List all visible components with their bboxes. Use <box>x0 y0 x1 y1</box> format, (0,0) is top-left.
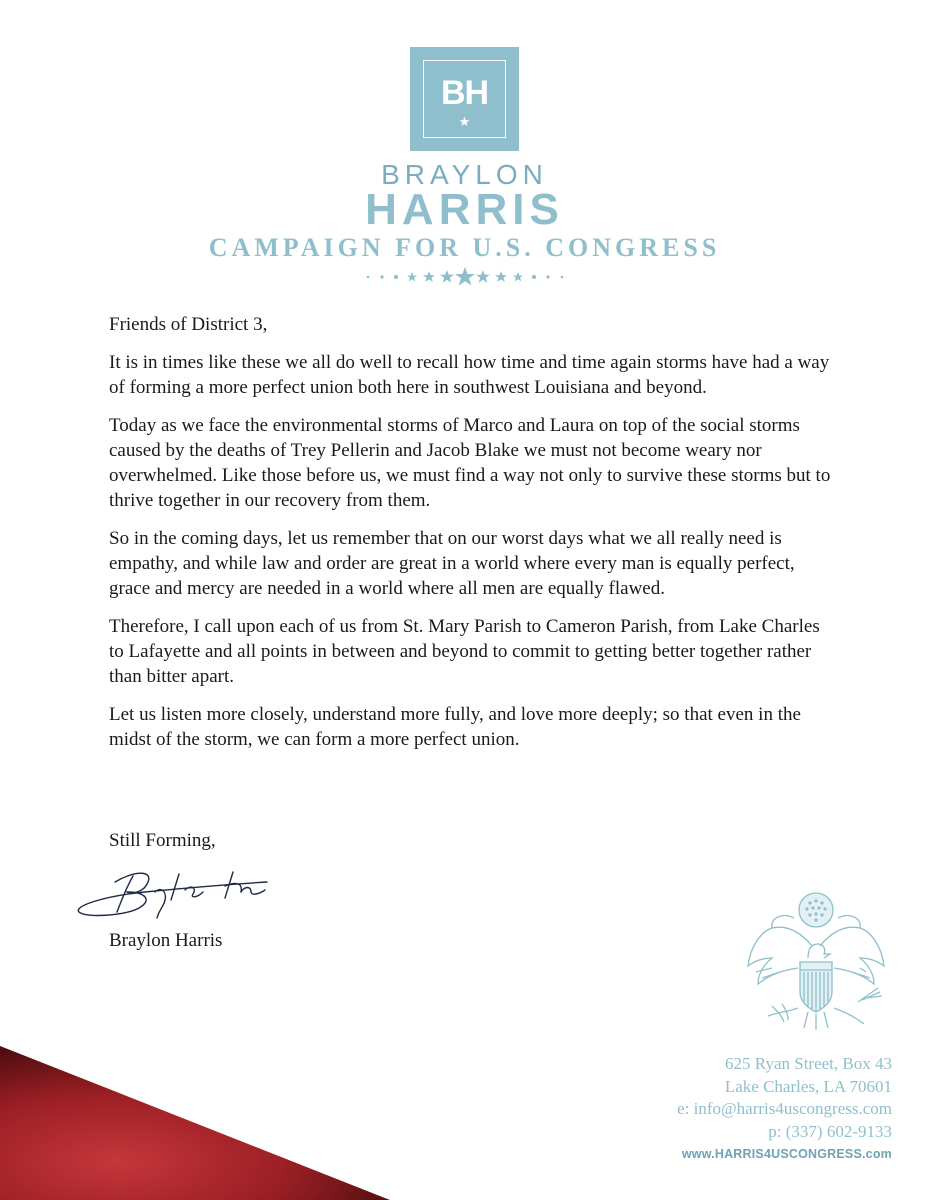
address-line-1: 625 Ryan Street, Box 43 <box>725 1054 892 1073</box>
candidate-first-name: BRAYLON <box>381 159 548 190</box>
candidate-last-name: HARRIS <box>365 185 564 234</box>
paragraph-2: Today as we face the environmental storms of Marco and Laura on top of the social storms caused by the deaths of Trey Pellerin and Jacob Blake we must not become weary nor overwhelmed. Like those before us, we must find a way not only to survive these storms but to thrive together in our recovery from them. <box>109 415 831 511</box>
logo <box>410 47 519 151</box>
corner-swoosh <box>0 1040 400 1200</box>
contact-block <box>677 1053 892 1143</box>
campaign-tagline: CAMPAIGN FOR U.S. CONGRESS <box>208 233 721 262</box>
star-divider <box>360 266 570 288</box>
email: e: info@harris4uscongress.com <box>677 1099 892 1118</box>
logo-frame <box>423 60 506 138</box>
salutation: Friends of District 3, <box>109 314 268 335</box>
phone: p: (337) 602-9133 <box>768 1121 892 1141</box>
paragraph-1: It is in times like these we all do well to recall how time and time again storms have had a way of forming a more perfect union both here in southwest Louisiana and beyond. <box>109 352 830 398</box>
website-link[interactable]: www.HARRIS4USCONGRESS.com <box>681 1147 892 1161</box>
signer-name: Braylon Harris <box>109 930 223 951</box>
paragraph-3: So in the coming days, let us remember that on our worst days what we all really need is empathy, and while law and order are great in a world where every man is equally perfect, grace and mercy are needed in a world where all men are equally flawed. <box>109 528 795 599</box>
signature <box>75 862 280 922</box>
logo-initials: BH <box>440 74 489 112</box>
letter-body <box>109 312 839 765</box>
paragraph-4: Therefore, I call upon each of us from St. Mary Parish to Cameron Parish, from Lake Charles to Lafayette and all points in between and beyond to commit to getting better together rather than bitter apart. <box>109 616 820 687</box>
closing: Still Forming, <box>109 830 216 851</box>
paragraph-5: Let us listen more closely, understand more fully, and love more deeply; so that even in the midst of the storm, we can form a more perfect union. <box>109 704 801 750</box>
address-line-2: Lake Charles, LA 70601 <box>724 1076 892 1096</box>
eagle-seal-icon <box>742 888 890 1036</box>
logo-star-icon: ★ <box>458 114 471 129</box>
